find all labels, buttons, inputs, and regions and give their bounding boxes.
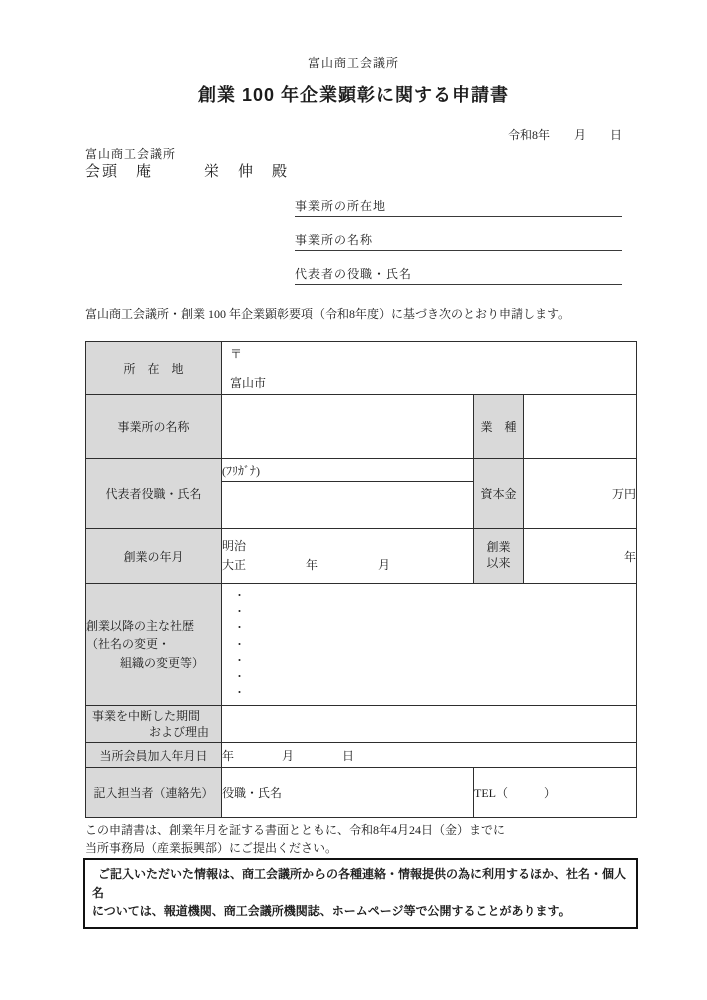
addressee-org: 富山商工会議所: [85, 147, 177, 161]
row-contact: [86, 768, 637, 818]
history-label-line2: （社名の変更・: [86, 637, 171, 652]
representative-label-cell: 代表者役職・氏名: [86, 459, 222, 529]
privacy-notice-line2: については、報道機関、商工会議所機関誌、ホームページ等で公開することがあります。: [92, 904, 571, 919]
address-value-cell: [222, 342, 637, 395]
history-bullet: ・: [234, 654, 245, 667]
founding-era-taisho-year-month: 大正 年 月: [222, 558, 391, 572]
history-label-cell: [86, 584, 222, 706]
row-membership: [86, 743, 637, 768]
field-representative-label: 代表者の役職・氏名: [295, 267, 413, 281]
application-table: [85, 341, 637, 818]
addressee-person: 会頭 庵 栄 伸 殿: [85, 164, 290, 180]
org-name-small: 富山商工会議所: [307, 56, 399, 70]
industry-value-cell: [524, 395, 637, 459]
suspension-label-line1: 事業を中断した期間: [92, 709, 201, 724]
since-value-cell: 年: [524, 529, 637, 584]
office-name-label-cell: 事業所の名称: [86, 395, 222, 459]
history-bullet: ・: [234, 622, 245, 635]
history-label-line1: 創業以降の主な社歴: [86, 618, 195, 633]
history-bullet: ・: [234, 606, 245, 619]
since-label-cell: [474, 529, 524, 584]
contact-label-cell: 記入担当者（連絡先）: [86, 768, 222, 818]
furigana-cell: (ﾌﾘｶﾞﾅ): [222, 459, 474, 482]
address-label-cell: 所 在 地: [86, 342, 222, 395]
industry-label-cell: 業 種: [474, 395, 524, 459]
history-value-cell: [222, 584, 637, 706]
representative-name-cell: [222, 482, 474, 529]
since-label-line2: 以来: [486, 556, 511, 570]
footer-deadline-line1: この申請書は、創業年月を証する書面とともに、令和8年4月24日（金）までに: [85, 823, 506, 837]
privacy-notice-box: [83, 858, 638, 929]
suspension-label-line2: および理由: [148, 725, 209, 740]
history-bullet: ・: [234, 687, 245, 700]
field-office-name: [295, 231, 622, 251]
since-label-line1: 創業: [486, 540, 511, 555]
history-bullet: ・: [234, 590, 245, 602]
date-line: 令和8年 月 日: [507, 128, 622, 142]
field-representative: [295, 265, 622, 285]
membership-label-cell: 当所会員加入年月日: [86, 743, 222, 768]
row-founding: [86, 529, 637, 584]
intro-sentence: 富山商工会議所・創業 100 年企業顕彰要項（令和8年度）に基づき次のとおり申請します。: [85, 307, 571, 321]
row-office-name: [86, 395, 637, 459]
document-title: 創業 100 年企業顕彰に関する申請書: [197, 85, 510, 105]
suspension-value-cell: [222, 706, 637, 743]
membership-value-cell: 年 月 日: [222, 743, 637, 768]
field-office-name-label: 事業所の名称: [295, 233, 374, 247]
capital-value-cell: 万円: [524, 459, 637, 529]
founding-era-meiji: 明治: [222, 539, 247, 554]
capital-label-cell: 資本金: [474, 459, 524, 529]
suspension-label-cell: [86, 706, 222, 743]
contact-tel-cell: TEL（ ）: [474, 768, 637, 818]
row-address: [86, 342, 637, 395]
history-label-line3: 組織の変更等）: [120, 656, 205, 670]
row-history: [86, 584, 637, 706]
row-suspension: [86, 706, 637, 743]
founding-label-cell: 創業の年月: [86, 529, 222, 584]
footer-deadline-line2: 当所事務局（産業振興部）にご提出ください。: [85, 841, 338, 855]
address-city: 富山市: [230, 376, 267, 390]
history-bullet: ・: [234, 671, 245, 684]
field-office-address: [295, 197, 622, 217]
row-representative-furigana: [86, 459, 637, 482]
field-office-address-label: 事業所の所在地: [295, 199, 387, 213]
office-name-value-cell: [222, 395, 474, 459]
history-bullet: ・: [234, 638, 245, 651]
founding-value-cell: [222, 529, 474, 584]
postal-mark: 〒: [230, 347, 243, 361]
contact-name-cell: 役職・氏名: [222, 768, 474, 818]
privacy-notice-line1: ご記入いただいた情報は、商工会議所からの各種連絡・情報提供の為に利用するほか、社名・個人名: [92, 867, 627, 900]
